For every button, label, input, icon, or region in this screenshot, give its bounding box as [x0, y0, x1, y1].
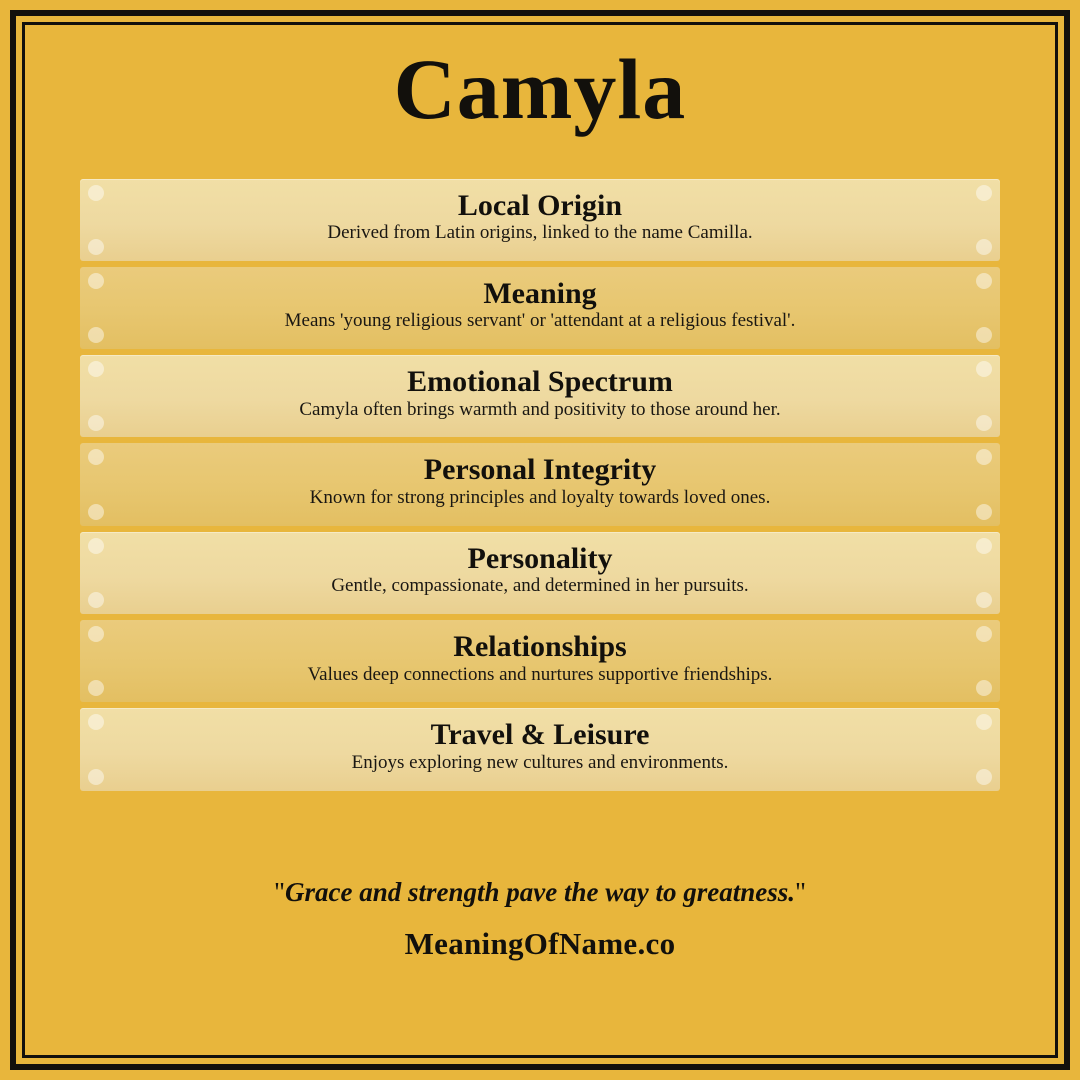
- rivet-icon: [976, 239, 992, 255]
- list-item: [80, 267, 1000, 349]
- card-title: Meaning: [483, 276, 597, 310]
- rivet-icon: [976, 714, 992, 730]
- rivet-icon: [88, 185, 104, 201]
- rivet-icon: [88, 626, 104, 642]
- rivet-icon: [88, 680, 104, 696]
- rivet-icon: [88, 714, 104, 730]
- rivet-icon: [88, 769, 104, 785]
- rivet-icon: [976, 415, 992, 431]
- rivet-icon: [88, 273, 104, 289]
- rivet-icon: [88, 361, 104, 377]
- list-item: [80, 620, 1000, 702]
- card-description: Derived from Latin origins, linked to the name Camilla.: [327, 222, 753, 244]
- list-item: [80, 443, 1000, 525]
- poster-content: [28, 28, 1052, 1052]
- rivet-icon: [88, 327, 104, 343]
- rivet-icon: [976, 769, 992, 785]
- card-description: Known for strong principles and loyalty towards loved ones.: [309, 486, 771, 508]
- list-item: [80, 532, 1000, 614]
- rivet-icon: [976, 361, 992, 377]
- card-description: Values deep connections and nurtures supportive friendships.: [307, 663, 773, 685]
- quote-text: Grace and strength pave the way to greatness.: [285, 876, 795, 907]
- card-title: Relationships: [453, 630, 627, 664]
- quote-close-mark: ": [795, 876, 807, 907]
- card-description: Means 'young religious servant' or 'attendant at a religious festival'.: [284, 310, 796, 332]
- rivet-icon: [976, 538, 992, 554]
- rivet-icon: [88, 449, 104, 465]
- rivet-icon: [976, 185, 992, 201]
- card-title: Emotional Spectrum: [407, 365, 673, 399]
- rivet-icon: [976, 449, 992, 465]
- rivet-icon: [88, 239, 104, 255]
- rivet-icon: [976, 327, 992, 343]
- card-description: Enjoys exploring new cultures and environments.: [351, 751, 729, 773]
- card-title: Travel & Leisure: [430, 718, 650, 752]
- list-item: [80, 179, 1000, 261]
- rivet-icon: [976, 592, 992, 608]
- rivet-icon: [976, 273, 992, 289]
- card-title: Personal Integrity: [423, 453, 657, 487]
- page-title: Camyla: [393, 41, 687, 137]
- rivet-icon: [88, 504, 104, 520]
- rivet-icon: [88, 538, 104, 554]
- rivet-icon: [976, 504, 992, 520]
- quote-open-mark: ": [273, 876, 285, 907]
- card-title: Personality: [467, 541, 613, 575]
- tagline-quote: [28, 877, 1052, 908]
- brand-footer: MeaningOfName.co: [404, 925, 676, 961]
- list-item: [80, 708, 1000, 790]
- list-item: [80, 355, 1000, 437]
- card-description: Camyla often brings warmth and positivity to those around her.: [299, 398, 781, 420]
- rivet-icon: [88, 592, 104, 608]
- card-description: Gentle, compassionate, and determined in her pursuits.: [331, 575, 749, 597]
- card-title: Local Origin: [457, 188, 623, 222]
- rivet-icon: [976, 680, 992, 696]
- rivet-icon: [88, 415, 104, 431]
- attribute-card-list: [28, 179, 1052, 791]
- rivet-icon: [976, 626, 992, 642]
